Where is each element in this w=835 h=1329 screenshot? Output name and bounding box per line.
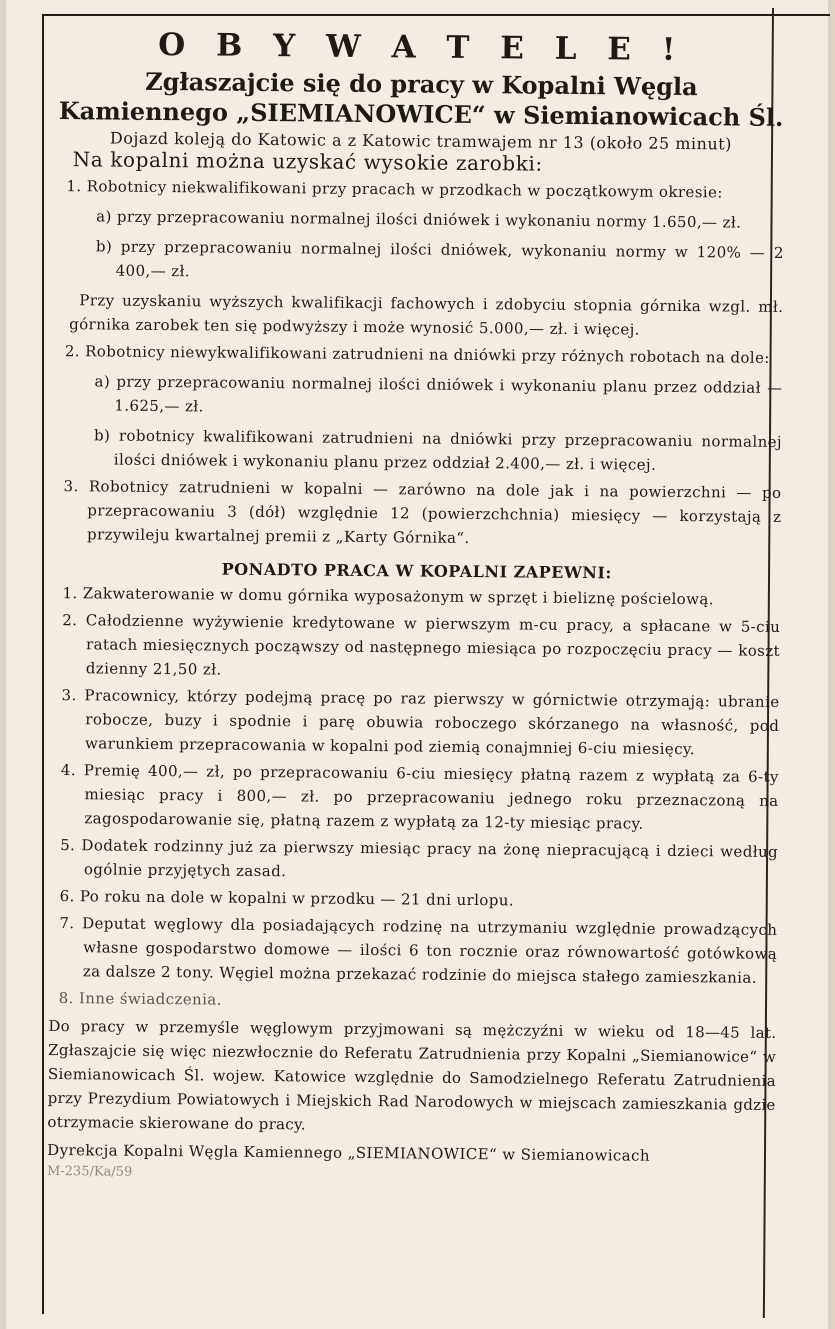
earnings-item-1a: a) przy przepracowaniu normalnej ilości dniówek i wykonaniu normy 1.650,— zł. <box>96 207 742 232</box>
earnings-item-1-note: Przy uzyskaniu wyższych kwalifikacji fachowych i zdobyciu stopnia górnika wzgl. mł. górnika zarobek ten się podwyższy i może wynosić 5.000,— zł. i więcej. <box>69 291 784 339</box>
poster-headline: Zgłaszajcie się do pracy w Kopalni Węgla Kamiennego „SIEMIANOWICE“ w Siemianowicach Śl. <box>58 66 784 132</box>
benefit-6: 6. Po roku na dole w kopalni w przodku — 21 dni urlopu. <box>59 887 515 910</box>
signature: Dyrekcja Kopalni Węgla Kamiennego „SIEMIANOWICE“ w Siemianowicach <box>47 1140 651 1165</box>
earnings-item-3: 3. Robotnicy zatrudnieni w kopalni — zarówno na dole jak i na powierzchni — po przepracowaniu 3 (dół) względnie 12 (powierzchchnia) miesięcy — korzystają z przywileju kwartalnej premii z „Karty Górnika“. <box>63 477 782 547</box>
earnings-item-2a: a) przy przepracowaniu normalnej ilości dniówek i wykonaniu planu przez oddział — 1.625,— zł. <box>94 372 783 416</box>
poster-content <box>47 24 786 1186</box>
earnings-item-1b: b) przy przepracowaniu normalnej ilości dniówek, wykonaniu normy w 120% — 2 400,— zł. <box>95 237 784 281</box>
recruitment-notice: Do pracy w przemyśle węglowym przyjmowani są mężczyźni w wieku od 18—45 lat. Zgłaszajcie się więc niezwłocznie do Referatu Zatrudnienia przy Kopalni „Siemianowice“ w Siemianowicach Śl. wojew. Katowice względnie do Samodzielnego Referatu Zatrudnienia przy Prezydium Powiatowych i Miejskich Rad Narodowych w miejscach zamieszkania gdzie otrzymacie skierowane do pracy. <box>47 1016 777 1134</box>
benefit-3: 3. Pracownicy, którzy podejmą pracę po raz pierwszy w górnictwie otrzymają: ubranie robocze, buzy i spodnie i parę obuwia roboczego skórzanego na własność, pod warunkiem przepracowania w kopalni pod ziemią conajmniej 6-ciu miesięcy. <box>61 686 780 759</box>
border-left <box>42 14 44 1314</box>
benefit-1: 1. Zakwaterowanie w domu górnika wyposażonym w sprzęt i bieliznę pościelową. <box>62 584 715 609</box>
commute-info: Dojazd koleją do Katowic a z Katowic tramwajem nr 13 (około 25 minut) <box>109 128 732 154</box>
earnings-lead: Na kopalni można uzyskać wysokie zarobki: <box>72 147 543 176</box>
benefit-2: 2. Całodzienne wyżywienie kredytowane w pierwszym m-cu pracy, a spłacane w 5-ciu ratach miesięcznych począwszy od następnego miesiąca po rozpoczęciu pracy — koszt dzienny 21,50 zł. <box>62 611 781 679</box>
benefit-5: 5. Dodatek rodzinny już za pierwszy miesiąc pracy na żonę niepracującą i dzieci według ogólnie przyjętych zasad. <box>60 836 779 881</box>
benefit-8: 8. Inne świadczenia. <box>58 989 222 1009</box>
benefits-heading: PONADTO PRACA W KOPALNI ZAPEWNI: <box>221 559 612 583</box>
border-top <box>42 14 830 16</box>
print-code: M-235/Ka/59 <box>46 1163 133 1180</box>
earnings-item-2b: b) robotnicy kwalifikowani zatrudnieni na dniówki przy przepracowaniu normalnej ilości dniówek i wykonaniu planu przez oddział 2.400,— zł. i więcej. <box>93 426 783 474</box>
earnings-item-1: 1. Robotnicy niekwalifikowani przy pracach w przodkach w początkowym okresie: <box>66 177 723 202</box>
benefit-7: 7. Deputat węglowy dla posiadających rodzinę na utrzymaniu względnie prowadzących własne gospodarstwo domowe — ilości 6 ton rocznie oraz równowartość gotówkową za dalsze 2 tony. Węgiel można przekazać rodzinie do miejsca stałego zamieszkania. <box>59 914 778 987</box>
benefit-4: 4. Premię 400,— zł, po przepracowaniu 6-ciu miesięcy płatną razem z wypłatą za 6-ty miesiąc pracy i 800,— zł. po przepracowaniu jednego roku przeznaczoną na zagospodarowanie się, płatną razem z wypłatą za 12-ty miesiąc pracy. <box>60 761 779 833</box>
poster-title: O B Y W A T E L E ! <box>158 26 686 69</box>
earnings-item-2: 2. Robotnicy niewykwalifikowani zatrudnieni na dniówki przy różnych robotach na dole: <box>64 342 770 367</box>
